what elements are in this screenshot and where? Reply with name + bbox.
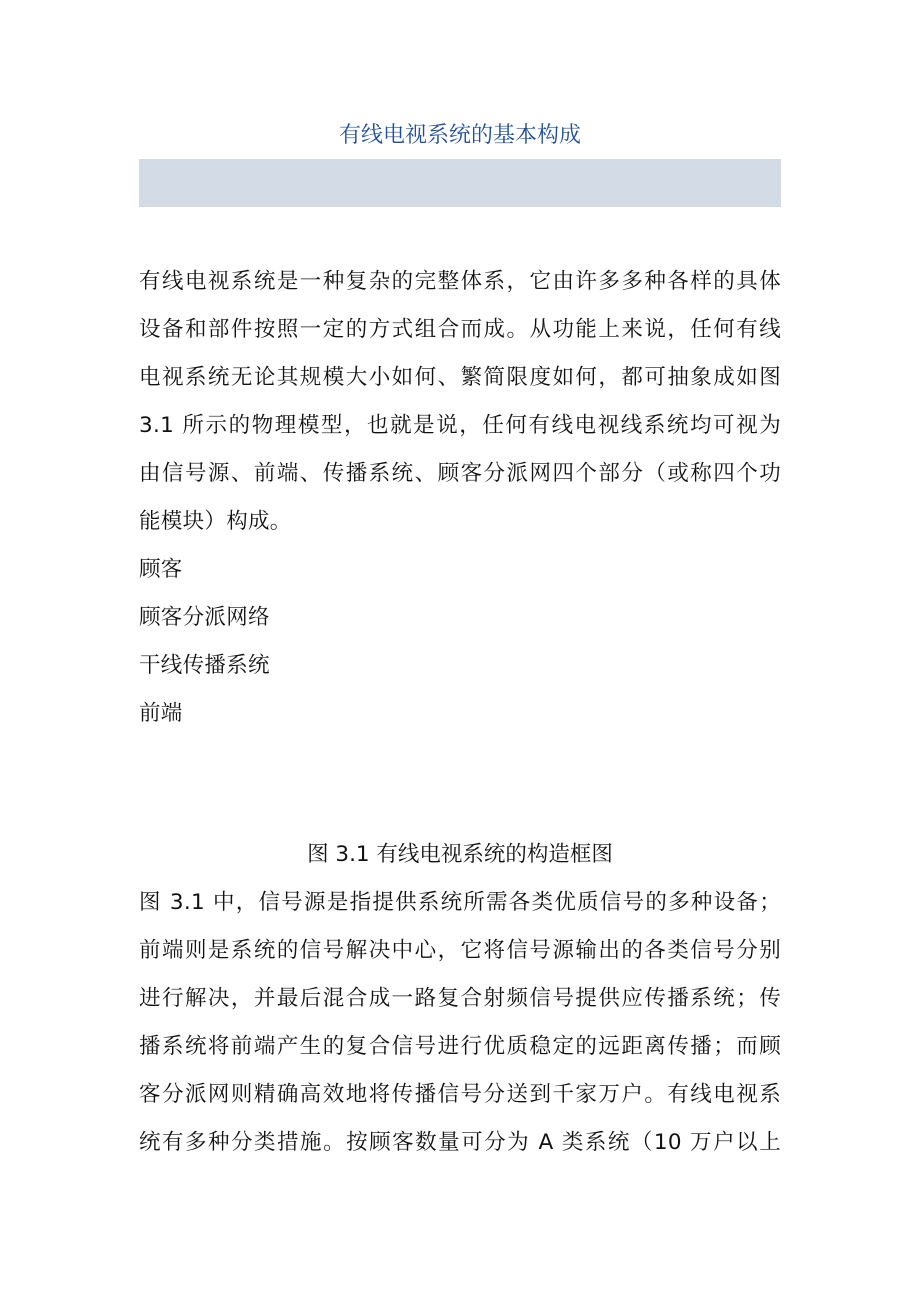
text-line: 图 3.1 中，信号源是指提供系统所需各类优质信号的多种设备； [139,890,781,915]
text-line: 客分派网则精确高效地将传播信号分送到千家万户。有线电视系 [139,1082,781,1107]
diagram-label: 前端 [139,701,183,726]
diagram-label: 顾客分派网络 [139,605,270,630]
diagram-label: 干线传播系统 [139,653,270,678]
text-line: 由信号源、前端、传播系统、顾客分派网四个部分（或称四个功 [139,461,781,486]
text-line: 有线电视系统是一种复杂的完整体系，它由许多多种各样的具体 [139,269,781,294]
document-title: 有线电视系统的基本构成 [338,123,581,148]
text-line: 能模块）构成。 [139,509,292,534]
title-band-divider [139,159,781,207]
text-line: 播系统将前端产生的复合信号进行优质稳定的远距离传播；而顾 [139,1034,781,1059]
text-line: 进行解决，并最后混合成一路复合射频信号提供应传播系统；传 [139,986,781,1011]
text-line: 3.1 所示的物理模型，也就是说，任何有线电视线系统均可视为 [139,413,781,438]
figure-caption: 图 3.1 有线电视系统的构造框图 [307,842,613,867]
text-line: 电视系统无论其规模大小如何、繁简限度如何，都可抽象成如图 [139,365,781,390]
text-line: 设备和部件按照一定的方式组合而成。从功能上来说，任何有线 [139,317,781,342]
paragraph-explanation [139,879,781,1167]
diagram-label: 顾客 [139,557,183,582]
text-line: 前端则是系统的信号解决中心，它将信号源输出的各类信号分别 [139,938,781,963]
paragraph-intro [139,258,781,738]
text-line: 统有多种分类措施。按顾客数量可分为 A 类系统（10 万户以上 [139,1130,781,1155]
